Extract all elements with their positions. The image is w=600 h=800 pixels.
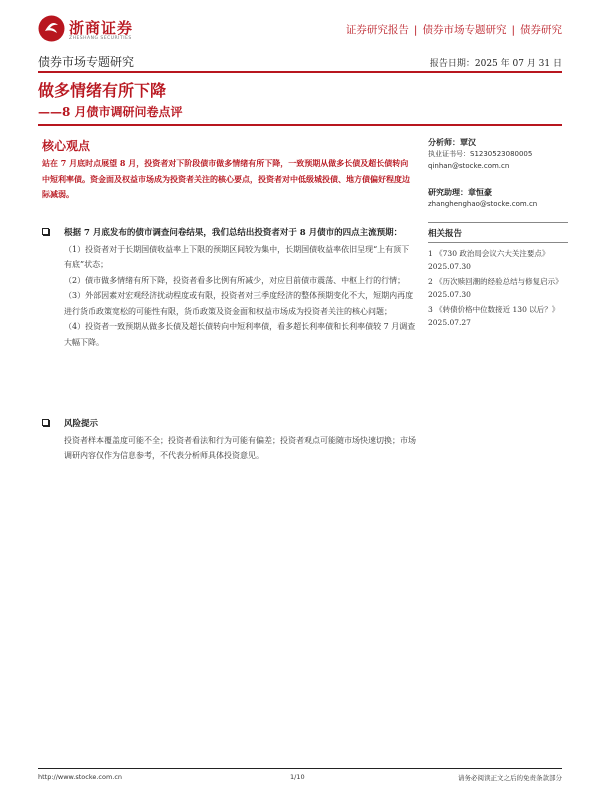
divider: |	[511, 24, 515, 36]
related-report-item[interactable]: 2 《历次赎回潮的经验总结与修复启示》 2025.07.30	[428, 277, 563, 299]
bullet-paragraph: （3）外部因素对宏观经济扰动程度或有限，投资者对三季度经济的整体预期变化不大，短期内再度进行货币政策宽松的可能性有限，货币政策及资金面和权益市场成为投资者关注的核心问题；	[64, 291, 414, 316]
assistant-name: 章恒豪	[468, 187, 492, 197]
bullet-paragraph: （1）投资者对于长期国债收益率上下限的预期区间较为集中，长期国债收益率依旧呈现“上有顶下有底”状态；	[64, 244, 410, 269]
analyst-license: 执业证书号：S1230523080005	[428, 150, 533, 158]
logo-mark-icon	[38, 15, 65, 42]
core-heading: 核心观点	[42, 139, 91, 153]
sidebar-divider	[428, 242, 568, 243]
related-reports-title: 相关报告	[428, 229, 463, 239]
footer-disclaimer: 请务必阅读正文之后的免责条款部分	[458, 774, 562, 782]
page-number: 1/10	[290, 773, 305, 781]
header-links	[346, 22, 562, 37]
checkbox-bullet-icon	[42, 419, 49, 426]
assistant-row	[428, 187, 568, 198]
title-divider	[38, 124, 562, 126]
logo-text: 浙商证券	[69, 19, 134, 37]
sidebar	[428, 137, 568, 329]
header-link-report: 证券研究报告	[345, 24, 409, 36]
related-report-item[interactable]: 3 《转债价格中位数接近 130 以后？》 2025.07.27	[428, 305, 560, 327]
analyst-row	[428, 137, 568, 148]
analyst-label: 分析师：	[428, 137, 460, 147]
bullet-paragraph: （4）投资者一致预期从做多长债及超长债转向中短利率债，看多超长利率债和长利率债较 7 月调查大幅下降。	[64, 322, 416, 347]
related-report-item[interactable]: 1 《730 政治局会议六大关注要点》 2025.07.30	[428, 249, 550, 271]
assistant-email: zhanghenghao@stocke.com.cn	[428, 200, 538, 208]
analyst-name: 覃汉	[460, 137, 476, 147]
bullet-paragraph: （2）债市做多情绪有所下降，投资者看多比例有所减少，对应目前债市震荡、中枢上行的行情；	[64, 275, 406, 285]
bullet-paragraph: 投资者样本覆盖度可能不全；投资者看法和行为可能有偏差；投资者观点可能随市场快速切换；市场调研内容仅作为信息参考，不代表分析师具体投资意见。	[64, 435, 416, 460]
report-date: 报告日期：2025 年 07 月 31 日	[429, 59, 562, 69]
footer-url[interactable]: http://www.stocke.com.cn	[38, 773, 123, 781]
footer-divider	[38, 768, 562, 769]
bullet-section-expectations	[42, 226, 416, 350]
analyst-email: qinhan@stocke.com.cn	[428, 162, 510, 170]
header-link-bond: 债券研究	[520, 24, 562, 36]
assistant-label: 研究助理：	[428, 187, 468, 197]
core-summary: 站在 7 月底时点展望 8 月，投资者对下阶段债市做多情绪有所下降，一致预期从做多长债及超长债转向中短利率债。资金面及权益市场成为投资者关注的核心要点，投资者对中低级城投债、地方债偏好程度边际减弱。	[42, 158, 410, 199]
checkbox-bullet-icon	[42, 228, 49, 235]
page-title: 做多情绪有所下降	[38, 81, 167, 100]
header-link-topic: 债券市场专题研究	[422, 24, 507, 36]
bullet-title: 根据 7 月底发布的债市调查问卷结果，我们总结出投资者对于 8 月债市的四点主流预期：	[64, 228, 403, 238]
sidebar-divider	[428, 222, 568, 223]
bullet-title: 风险提示	[64, 419, 99, 429]
section-label: 债券市场专题研究	[38, 55, 135, 69]
page-subtitle: ——8 月债市调研问卷点评	[38, 105, 183, 119]
bullet-section-risk	[42, 417, 416, 464]
divider: |	[413, 24, 418, 36]
logo-subtext: ZHESHANG SECURITIES	[69, 36, 132, 41]
logo	[38, 15, 138, 45]
header-divider	[38, 71, 562, 73]
